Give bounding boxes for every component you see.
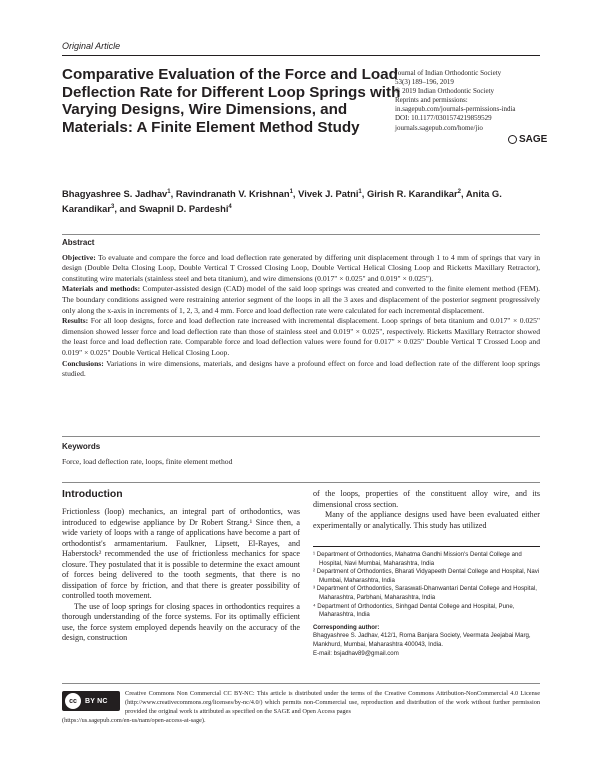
sage-logo-icon bbox=[508, 135, 517, 144]
objective-label: Objective: bbox=[62, 252, 96, 262]
cc-license-badge[interactable] bbox=[62, 691, 120, 711]
author-affiliation-marker: 1 bbox=[289, 189, 293, 195]
affiliation-item: ² Department of Orthodontics, Bharati Vidyapeeth Dental College and Hospital, Navi Mumbai, Maharashtra, India bbox=[313, 568, 540, 584]
author-affiliation-marker: 1 bbox=[167, 189, 171, 195]
affiliations bbox=[313, 551, 540, 658]
journal-volume: 53(3) 189–196, 2019 bbox=[395, 78, 454, 87]
license-text: Creative Commons Non Commercial CC BY-NC: This article is distributed under the terms of the Creative Commons Attribution-NonCommercial 4.0 License (http://www.creativecommons.org/licenses/by-nc/4.0/) which permits non-Commercial use, reproduction and distribution of the work without further permission provided the original work is attributed as specified on the SAGE and Open Access pages bbox=[125, 690, 540, 715]
affiliation-list bbox=[313, 551, 540, 620]
results-label: Results: bbox=[62, 316, 89, 326]
abstract-section bbox=[62, 238, 540, 380]
journal-copyright: © 2019 Indian Orthodontic Society bbox=[395, 87, 495, 96]
cc-icon: cc bbox=[65, 693, 81, 709]
top-rule bbox=[62, 55, 540, 56]
author-affiliation-marker: 2 bbox=[457, 189, 461, 195]
methods-label: Materials and methods: bbox=[62, 284, 141, 294]
introduction-heading: Introduction bbox=[62, 489, 123, 500]
journal-name: Journal of Indian Orthodontic Society bbox=[395, 69, 502, 77]
author-name: Vivek J. Patni bbox=[298, 188, 359, 200]
keywords-section bbox=[62, 442, 540, 467]
abstract-methods bbox=[62, 284, 540, 316]
body-paragraph: The use of loop springs for closing spaces in orthodontics requires a thorough understanding of the force systems. For its optimally efficient use, the force system employed depends heavily on the accuracy of the design, construction bbox=[62, 601, 300, 642]
cc-badge-label: BY NC bbox=[85, 697, 108, 705]
journal-reprints-url[interactable]: in.sagepub.com/journals-permissions-india bbox=[395, 105, 516, 114]
affiliation-item: ³ Department of Orthodontics, Saraswati-Dhanwantari Dental College and Hospital, Maharashtra, Parbhani, Maharashtra, India bbox=[313, 585, 537, 601]
sage-logo-text: SAGE bbox=[519, 134, 548, 145]
introduction-column-right bbox=[313, 489, 540, 531]
journal-site[interactable]: journals.sagepub.com/home/jio bbox=[395, 123, 483, 132]
introduction-column-left bbox=[62, 507, 300, 644]
objective-text: To evaluate and compare the force and load deflection rate generated by differing unit displacement through 1 to 4 mm of springs that vary in design (Double Delta Closing Loop, Double Vertical T Crossed Closing Loop, Double Vertical Helical Closing Loop and Ricketts Maxillary Retractor), constituting wire materials (stainless steel and beta titanium), and wire dimensions (0.017" × 0.025" and 0.019" × 0.025"). bbox=[62, 252, 540, 283]
author-name: Swapnil D. Pardeshi bbox=[138, 202, 229, 214]
conclusions-label: Conclusions: bbox=[62, 358, 104, 368]
conclusions-text: Variations in wire dimensions, materials, and designs have a profound effect on force and load deflection rate of the different loop springs studied. bbox=[62, 358, 540, 379]
article-title: Comparative Evaluation of the Force and Load Deflection Rate for Different Loop Springs with Varying Designs, Wire Dimensions, and Materials: A Finite Element Method Study bbox=[62, 66, 401, 137]
article-type-label: Original Article bbox=[62, 41, 121, 51]
abstract-results bbox=[62, 316, 540, 358]
author-name: Bhagyashree S. Jadhav bbox=[62, 188, 168, 200]
corresponding-label: Corresponding author: bbox=[313, 623, 380, 631]
author-affiliation-marker: 4 bbox=[228, 203, 232, 210]
author-affiliation-marker: 3 bbox=[110, 203, 115, 210]
abstract-heading: Abstract bbox=[62, 238, 95, 247]
author-affiliation-marker: 1 bbox=[358, 189, 362, 195]
license-url[interactable]: (https://us.sagepub.com/en-us/nam/open-access-at-sage). bbox=[62, 717, 206, 724]
corresponding-author bbox=[313, 624, 540, 658]
affiliation-item: ⁴ Department of Orthodontics, Sinhgad Dental College and Hospital, Pune, Maharashtra, India bbox=[313, 602, 515, 619]
sage-logo bbox=[508, 134, 547, 145]
affiliations-rule bbox=[313, 546, 540, 547]
body-paragraph: Many of the appliance designs used have been evaluated either experimentally or analytically. This study has utilized bbox=[313, 510, 540, 530]
methods-text: Computer-assisted design (CAD) model of the said loop springs was created and converted to the finite element method (FEM). The boundary conditions assigned were restraining anterior segment of the loops in all the 3 axes and displacement of the posterior segment progressively only along the x-axis in increments of 1, 2, 3, and 4 mm. Force and load deflection rate were calculated for each incremental displacement. bbox=[62, 284, 540, 315]
footer-rule bbox=[62, 683, 540, 684]
corresponding-email[interactable]: E-mail: bsjadhav89@gmail.com bbox=[313, 649, 399, 657]
abstract-rule bbox=[62, 234, 540, 235]
journal-doi[interactable]: DOI: 10.1177/0301574219859529 bbox=[395, 114, 492, 123]
results-text: For all loop designs, force and load deflection rate increased with incremental displacement. Loop springs of beta titanium and 0.017" × 0.025" dimension showed lesser force and load deflection rate than those of stainless steel and 0.019" × 0.025", respectively. Ricketts Maxillary Retractor showed the least force and load deflection rate. Comparable force and load deflection values were found for 0.017" × 0.025" Double Vertical T Crossed Loop and 0.019" × 0.025" Double Vertical Helical Closing Loop. bbox=[62, 316, 540, 357]
author-list: Bhagyashree S. Jadhav$^1$, Ravindranath V. Krishnan$^1$, Vivek J. Patni$^1$, Girish R. Karandikar$^2$, Anita G. Karandikar$^3$, and Swapnil D. Pardeshi$^4$ bbox=[62, 188, 502, 214]
keywords-text: Force, load deflection rate, loops, finite element method bbox=[62, 456, 233, 466]
author-name: Anita G. Karandikar bbox=[62, 188, 502, 214]
journal-reprints: Reprints and permissions: bbox=[395, 96, 468, 105]
affiliation-item: ¹ Department of Orthodontics, Mahatma Gandhi Mission's Dental College and Hospital, Navi Mumbai, Maharashtra, India bbox=[313, 551, 522, 567]
keywords-rule bbox=[62, 436, 540, 437]
corresponding-address: Bhagyashree S. Jadhav, 412/1, Roma Banjara Society, Veermata Jeejabai Marg, Mankhurd, Mumbai, Maharashtra 400043, India. bbox=[313, 632, 531, 648]
body-paragraph: of the loops, properties of the constituent alloy wire, and its dimensional cross section. bbox=[313, 489, 540, 509]
abstract-objective bbox=[62, 253, 540, 285]
body-paragraph: Frictionless (loop) mechanics, an integral part of orthodontics, was introduced to edgewise appliance by Dr Robert Strang.¹ Since then, a wide variety of loops with a range of applications have become a part of orthodontist's armamentarium. Faulkner, Lipsett, El-Rayes, and Haberstock² recommended the use of frictionless mechanics for space closure. They postulated that it is possible to determine the exact amount of forces being delivered to the tooth segments, that there is no dissipation of force by friction, and that there is greater possibility of controlled tooth movement. bbox=[62, 507, 300, 600]
keywords-heading: Keywords bbox=[62, 442, 101, 451]
intro-rule bbox=[62, 482, 540, 483]
author-name: Ravindranath V. Krishnan bbox=[175, 188, 290, 200]
journal-meta bbox=[395, 69, 575, 133]
abstract-conclusions bbox=[62, 359, 540, 380]
author-name: Girish R. Karandikar bbox=[366, 188, 458, 200]
